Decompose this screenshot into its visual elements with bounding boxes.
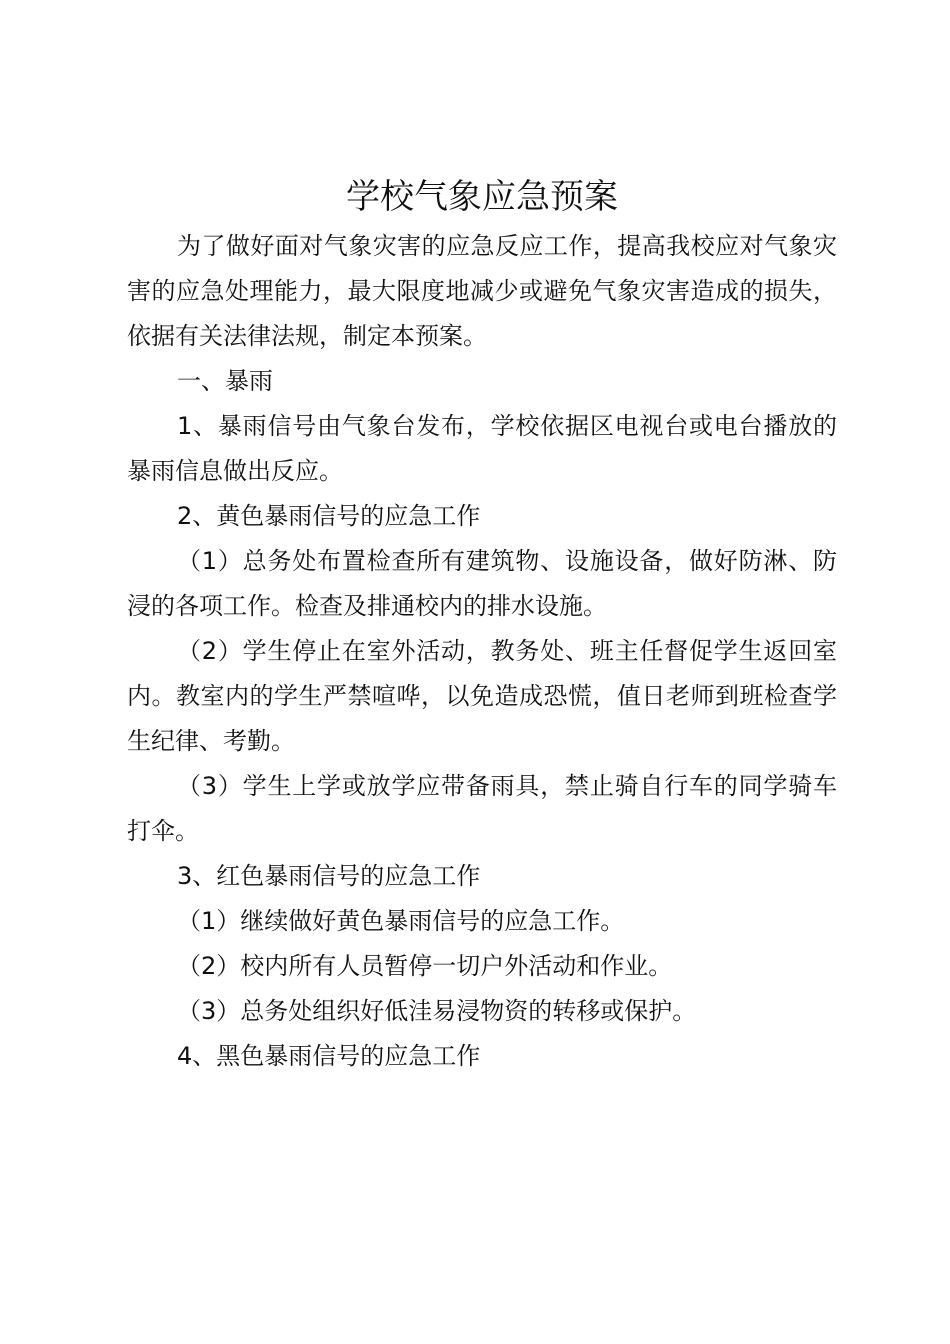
paragraph-yellow-1: （1）总务处布置检查所有建筑物、设施设备，做好防淋、防浸的各项工作。检查及排通校内的排水设施。 <box>127 547 837 620</box>
document-title: 学校气象应急预案 <box>346 177 618 217</box>
paragraph-item-1: 1、暴雨信号由气象台发布，学校依据区电视台或电台播放的暴雨信息做出反应。 <box>127 412 837 485</box>
section-heading-rainstorm: 一、暴雨 <box>177 367 273 395</box>
paragraph-red-2: （2）校内所有人员暂停一切户外活动和作业。 <box>177 952 673 980</box>
subheading-black-signal: 4、黑色暴雨信号的应急工作 <box>177 1042 481 1070</box>
paragraph-yellow-2: （2）学生停止在室外活动，教务处、班主任督促学生返回室内。教室内的学生严禁喧哗，以免造成恐慌，值日老师到班检查学生纪律、考勤。 <box>127 637 837 755</box>
paragraph-red-3: （3）总务处组织好低洼易浸物资的转移或保护。 <box>177 997 697 1025</box>
subheading-red-signal: 3、红色暴雨信号的应急工作 <box>177 862 481 890</box>
subheading-yellow-signal: 2、黄色暴雨信号的应急工作 <box>177 502 481 530</box>
paragraph-yellow-3: （3）学生上学或放学应带备雨具，禁止骑自行车的同学骑车打伞。 <box>127 772 837 845</box>
paragraph-red-1: （1）继续做好黄色暴雨信号的应急工作。 <box>177 907 625 935</box>
intro-paragraph: 为了做好面对气象灾害的应急反应工作，提高我校应对气象灾害的应急处理能力，最大限度地减少或避免气象灾害造成的损失，依据有关法律法规，制定本预案。 <box>127 232 837 350</box>
document-body <box>127 172 837 1079</box>
